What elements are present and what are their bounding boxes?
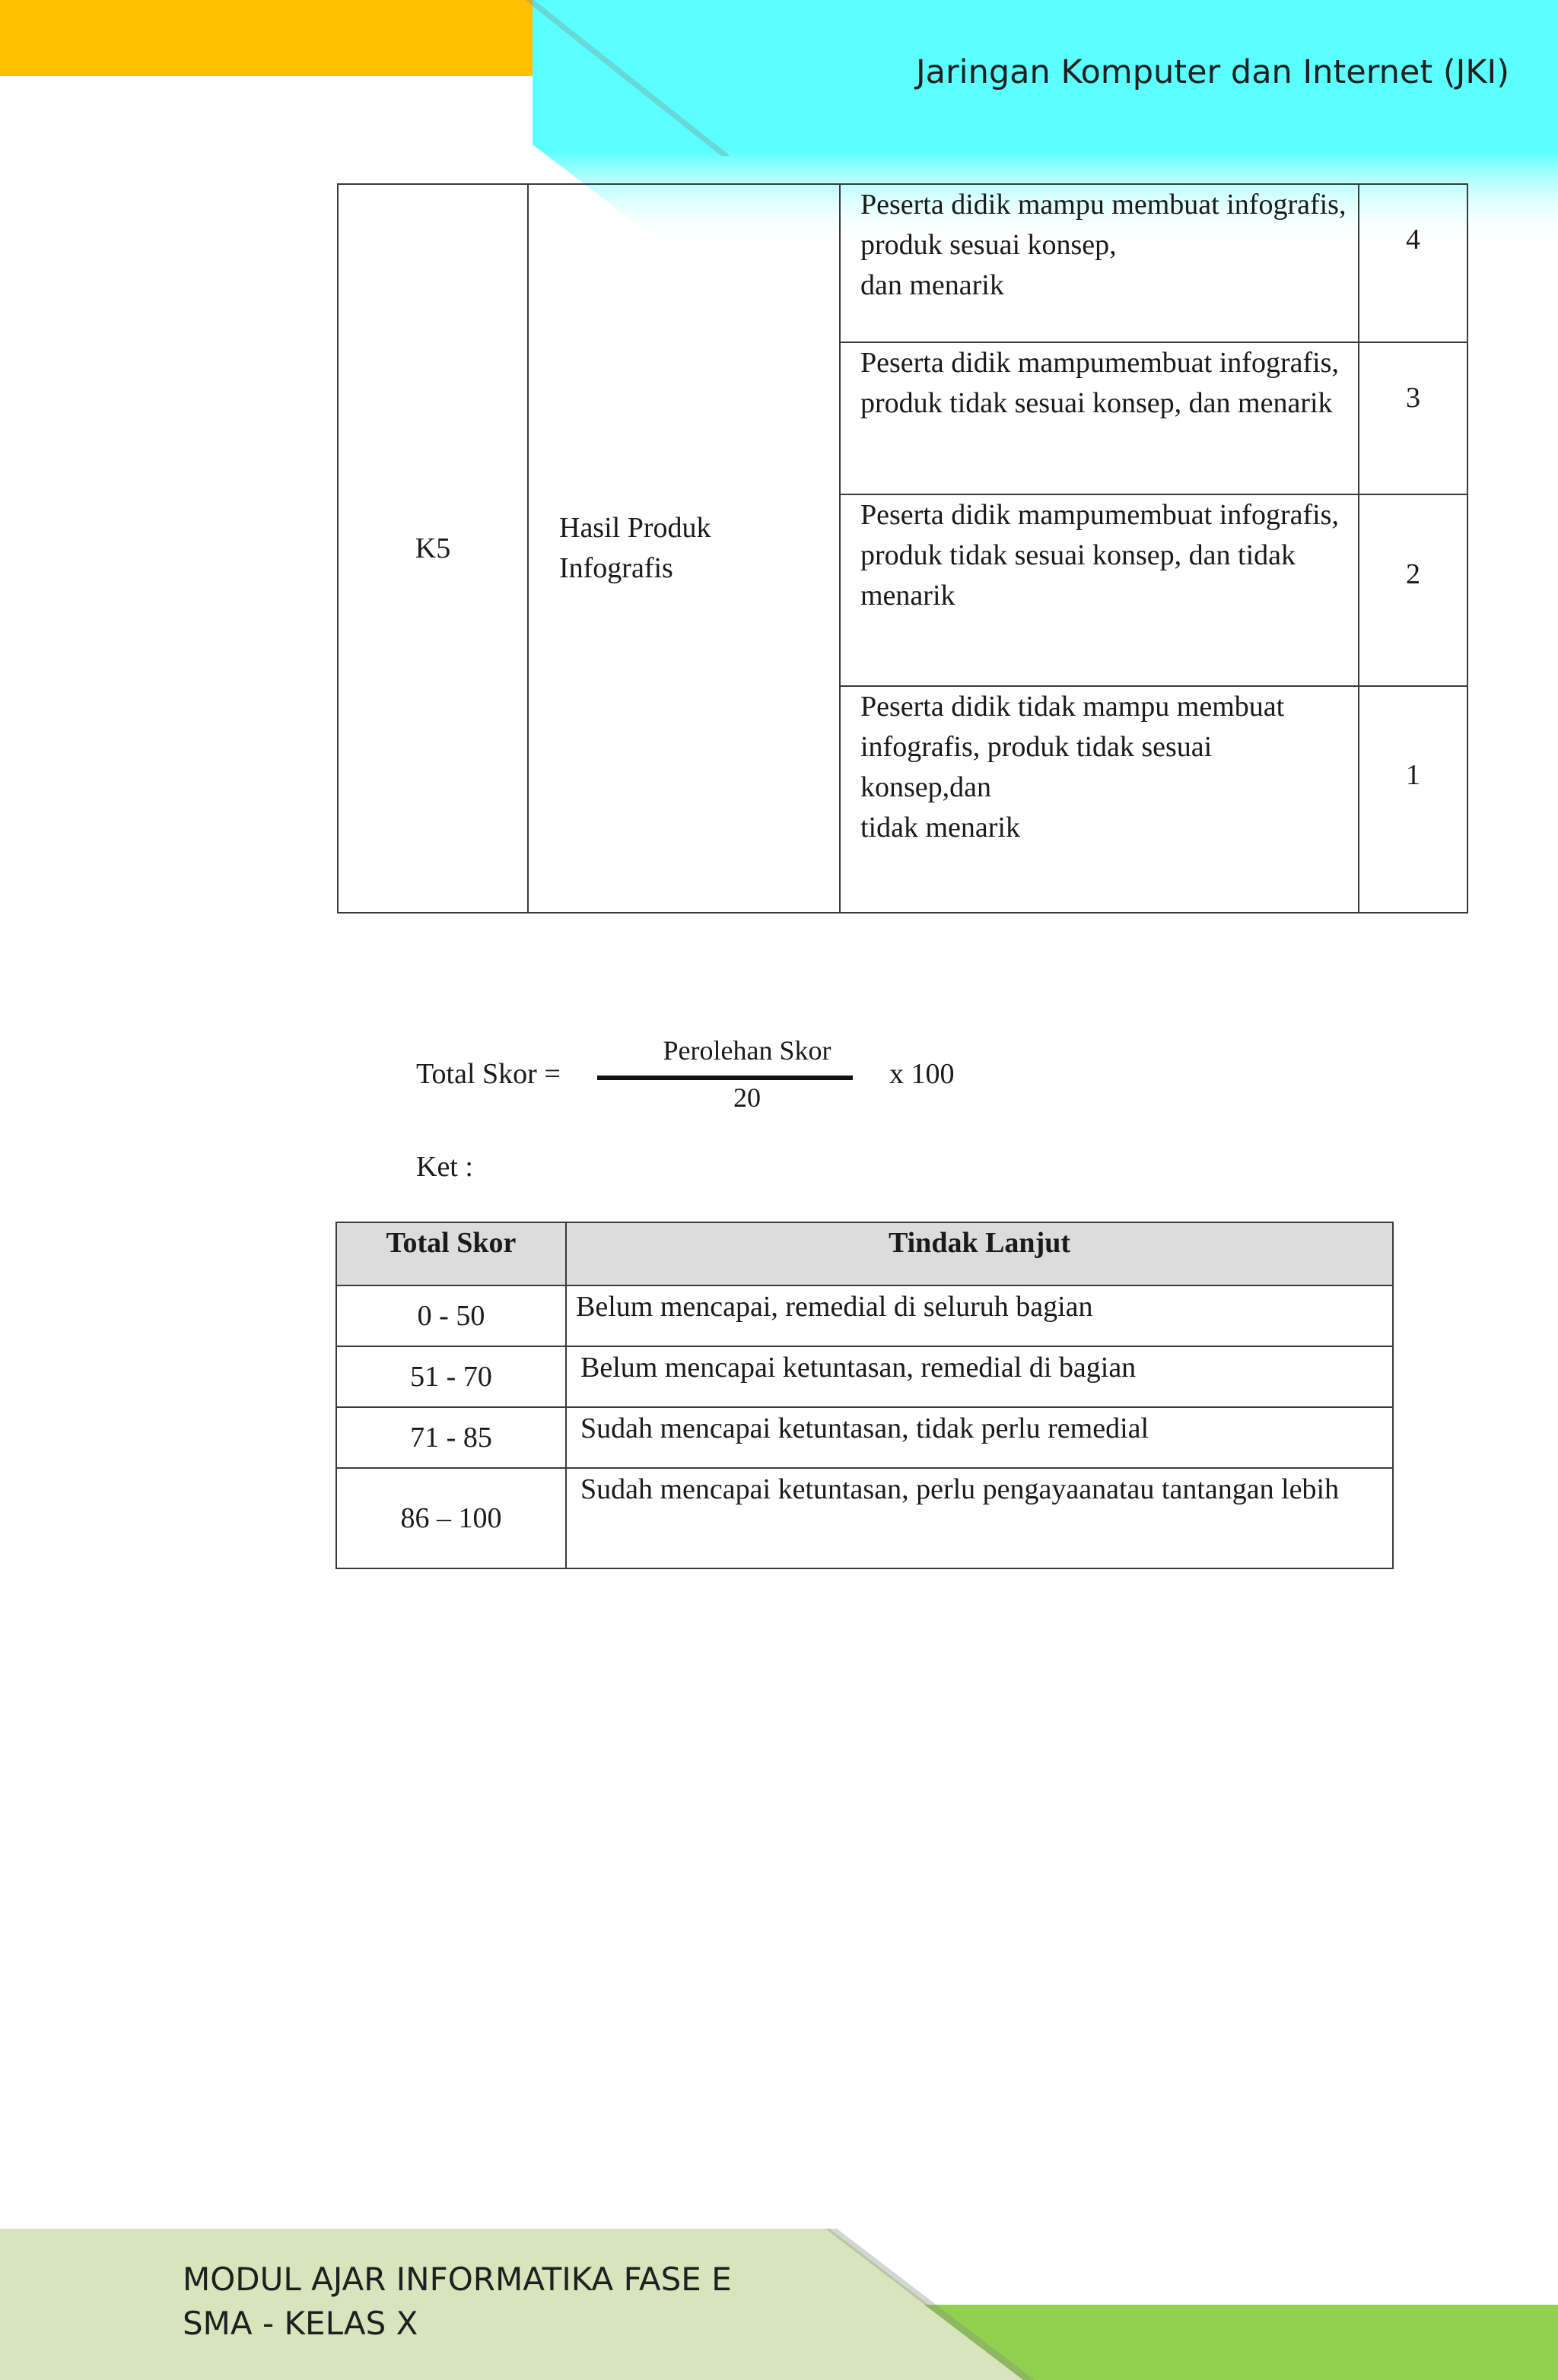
formula-denominator: 20 (733, 1082, 761, 1113)
followup-action: Sudah mencapai ketuntasan, perlu pengayaanatau tantangan lebih (566, 1468, 1393, 1568)
followup-action: Belum mencapai ketuntasan, remedial di bagian (566, 1346, 1393, 1407)
level-score: 2 (1359, 494, 1467, 686)
table-row (336, 1346, 1393, 1407)
footer-line-1: MODUL AJAR INFORMATIKA FASE E (183, 2261, 732, 2298)
level-score: 3 (1359, 342, 1467, 494)
followup-action: Belum mencapai, remedial di seluruh bagian (566, 1285, 1393, 1346)
level-score: 4 (1359, 184, 1467, 342)
score-range: 0 - 50 (336, 1285, 566, 1346)
followup-action: Sudah mencapai ketuntasan, tidak perlu remedial (566, 1407, 1393, 1468)
fraction-bar (597, 1076, 853, 1080)
header-total-skor: Total Skor (336, 1222, 566, 1285)
header-tindak-lanjut: Tindak Lanjut (566, 1222, 1393, 1285)
criteria-aspect: Hasil Produk Infografis (528, 184, 840, 913)
level-description: Peserta didik tidak mampu membuat infografis, produk tidak sesuai konsep,dan tidak menarik (840, 686, 1359, 913)
score-range: 51 - 70 (336, 1346, 566, 1407)
footer-text (183, 2258, 732, 2346)
ket-label: Ket : (416, 1151, 473, 1183)
formula-numerator: Perolehan Skor (663, 1035, 831, 1066)
score-range: 71 - 85 (336, 1407, 566, 1468)
level-description: Peserta didik mampumembuat infografis, produk tidak sesuai konsep, dan tidak menarik (840, 494, 1359, 686)
table-row (336, 1468, 1393, 1568)
rubric-table (337, 183, 1468, 914)
formula-multiplier: x 100 (889, 1058, 955, 1090)
table-row (336, 1285, 1393, 1346)
header-title: Jaringan Komputer dan Internet (JKI) (915, 53, 1509, 91)
level-score: 1 (1359, 686, 1467, 913)
table-row (336, 1407, 1393, 1468)
footer-line-2: SMA - KELAS X (183, 2305, 418, 2342)
criteria-code: K5 (338, 184, 528, 913)
followup-table (335, 1222, 1394, 1569)
level-description: Peserta didik mampumembuat infografis, produk tidak sesuai konsep, dan menarik (840, 342, 1359, 494)
score-range: 86 – 100 (336, 1468, 566, 1568)
level-description: Peserta didik mampu membuat infografis, produk sesuai konsep, dan menarik (840, 184, 1359, 342)
formula-label: Total Skor = (416, 1058, 561, 1090)
